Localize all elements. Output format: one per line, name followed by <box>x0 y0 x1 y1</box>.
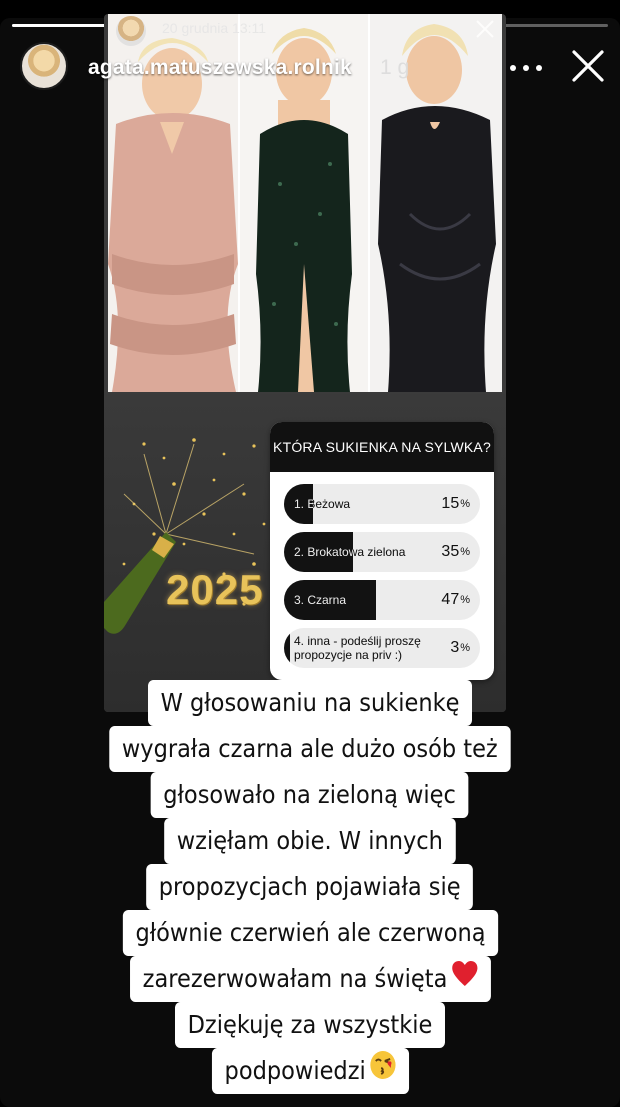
caption-line: podpowiedzi <box>211 1048 408 1094</box>
poll-sticker[interactable] <box>270 422 494 680</box>
poll-option-2[interactable] <box>284 532 480 572</box>
poll-option-1[interactable] <box>284 484 480 524</box>
face-blowing-kiss-icon <box>369 1049 396 1095</box>
reposted-story-card[interactable] <box>104 14 506 712</box>
poll-option-label: 2. Brokatowa zielona <box>294 545 406 559</box>
red-heart-icon <box>451 957 478 1003</box>
poll-option-percent: 15 % <box>441 495 470 512</box>
reposted-close-icon <box>474 18 496 40</box>
caption-line: wzięłam obie. W innych <box>164 818 455 864</box>
year-2025-graphic: 2025 <box>166 566 264 613</box>
reposted-author-avatar <box>116 16 146 46</box>
caption-line: zarezerwowałam na święta <box>130 956 491 1002</box>
user-avatar[interactable] <box>20 42 68 90</box>
caption-line: Dziękuję za wszystkie <box>175 1002 445 1048</box>
username[interactable]: agata.matuszewska.rolnik <box>88 56 352 79</box>
caption-line: głównie czerwień ale czerwoną <box>122 910 497 956</box>
poll-option-label: 3. Czarna <box>294 593 347 607</box>
poll-question: KTÓRA SUKIENKA NA SYLWKA? <box>270 422 494 472</box>
story-caption <box>0 680 620 1094</box>
poll-option-label: 4. inna - podeślij proszę propozycje na priv :) <box>294 634 421 662</box>
poll-option-percent: 3 % <box>450 639 470 656</box>
close-icon[interactable] <box>568 46 608 86</box>
champagne-bottle-icon <box>104 424 274 664</box>
poll-section <box>104 394 506 712</box>
poll-option-4[interactable] <box>284 628 480 668</box>
caption-line: propozycjach pojawiała się <box>146 864 473 910</box>
poll-option-label: 1. Beżowa <box>294 497 351 511</box>
poll-option-percent: 35 % <box>441 543 470 560</box>
poll-option-percent: 47 % <box>441 591 470 608</box>
poll-option-fill <box>284 628 290 668</box>
more-horizontal-icon[interactable] <box>510 58 542 78</box>
caption-line: wygrała czarna ale dużo osób też <box>109 726 510 772</box>
caption-line: W głosowaniu na sukienkę <box>148 680 472 726</box>
poll-option-3[interactable] <box>284 580 480 620</box>
reposted-story-date: 20 grudnia 13:11 <box>162 20 267 36</box>
story-time-ago: 1 g <box>380 56 410 79</box>
caption-line: głosowało na zieloną więc <box>151 772 469 818</box>
